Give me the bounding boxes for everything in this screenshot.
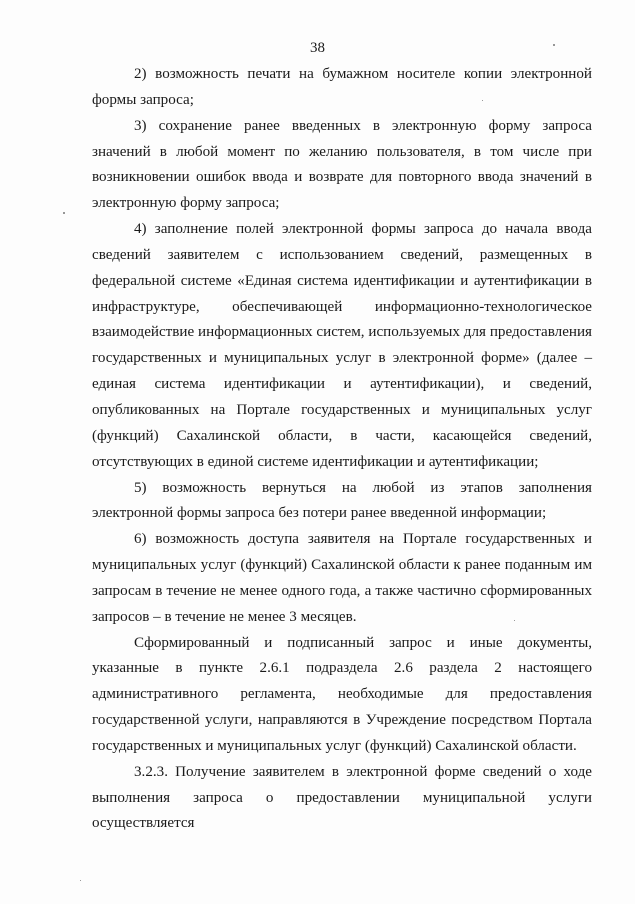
- scan-speck: [553, 44, 555, 46]
- paragraph-item-5: 5) возможность вернуться на любой из этапов заполнения электронной формы запроса без потери ранее введенной информации;: [92, 479, 592, 522]
- paragraph-item-6: 6) возможность доступа заявителя на Портале государственных и муниципальных услуг (функций) Сахалинской области к ранее поданным им запросам в течение не менее одного года, а также частично сформированных запросов – в течение не менее 3 месяцев.: [92, 531, 592, 625]
- document-body: [92, 62, 592, 837]
- page-number: 38: [310, 40, 325, 56]
- paragraph-3-2-3: 3.2.3. Получение заявителем в электронной форме сведений о ходе выполнения запроса о предоставлении муниципальной услуги осуществляется: [92, 763, 592, 832]
- scan-speck: [514, 620, 515, 621]
- paragraph-item-3: 3) сохранение ранее введенных в электронную форму запроса значений в любой момент по желанию пользователя, в том числе при возникновении ошибок ввода и возврате для повторного ввода значений в электронную форму запроса;: [92, 117, 592, 212]
- paragraph-item-2: 2) возможность печати на бумажном носителе копии электронной формы запроса;: [92, 66, 592, 108]
- paragraph-submission: Сформированный и подписанный запрос и иные документы, указанные в пункте 2.6.1 подраздела 2.6 раздела 2 настоящего административного регламента, необходимые для предоставления государственной услуги, направляются в Учреждение посредством Портала государственных и муниципальных услуг (функций) Сахалинской области.: [92, 634, 592, 754]
- scan-speck: [80, 880, 81, 881]
- scan-speck: [63, 212, 65, 214]
- scan-speck: [482, 100, 483, 101]
- paragraph-item-4: 4) заполнение полей электронной формы запроса до начала ввода сведений заявителем с использованием сведений, размещенных в федеральной системе «Единая система идентификации и аутентификации в инфраструктуре, обеспечивающей информационно-технологическое взаимодействие информационных систем, используемых для предоставления государственных и муниципальных услуг в электронной форме» (далее – единая система идентификации и аутентификации), и сведений, опубликованных на Портале государственных и муниципальных услуг (функций) Сахалинской области, в части, касающейся сведений, отсутствующих в единой системе идентификации и аутентификации;: [92, 221, 592, 470]
